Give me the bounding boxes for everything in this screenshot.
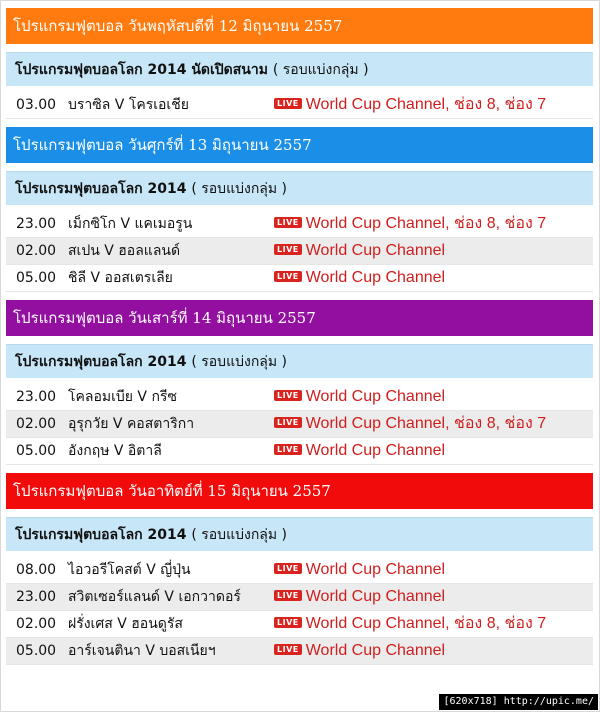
- match-row: [6, 411, 593, 438]
- live-badge-icon: LIVE: [274, 644, 302, 655]
- channel: [274, 557, 445, 583]
- subheader: [6, 171, 593, 205]
- live-badge-icon: LIVE: [274, 271, 302, 282]
- schedule-content: [6, 8, 593, 673]
- channel: [274, 611, 546, 637]
- match-time: 05.00: [16, 443, 57, 459]
- match-row: [6, 438, 593, 465]
- subheader: [6, 52, 593, 86]
- match-row: [6, 265, 593, 292]
- live-badge-icon: LIVE: [274, 217, 302, 228]
- subheader-title: โปรแกรมฟุตบอลโลก 2014 นัดเปิดสนาม: [15, 62, 268, 78]
- channel-text: World Cup Channel: [305, 642, 446, 659]
- channel: [274, 411, 546, 437]
- day-section: [6, 8, 593, 127]
- match-row: [6, 238, 593, 265]
- match-teams: สวิตเซอร์แลนด์ V เอกวาดอร์: [68, 589, 241, 605]
- match-time: 23.00: [16, 389, 57, 405]
- match-time: 03.00: [16, 97, 57, 113]
- day-header: โปรแกรมฟุตบอล วันพฤหัสบดีที่ 12 มิถุนายน 2557: [6, 8, 593, 44]
- channel: [274, 238, 445, 264]
- channel: [274, 384, 445, 410]
- subheader-title: โปรแกรมฟุตบอลโลก 2014: [15, 181, 187, 197]
- channel: [274, 92, 546, 118]
- channel-text: World Cup Channel, ช่อง 8, ช่อง 7: [305, 615, 547, 632]
- live-badge-icon: LIVE: [274, 98, 302, 109]
- live-badge-icon: LIVE: [274, 590, 302, 601]
- match-row: [6, 211, 593, 238]
- channel: [274, 584, 445, 610]
- channel-text: World Cup Channel: [305, 561, 446, 578]
- channel-text: World Cup Channel, ช่อง 8, ช่อง 7: [305, 96, 547, 113]
- live-badge-icon: LIVE: [274, 617, 302, 628]
- match-time: 05.00: [16, 270, 57, 286]
- live-badge-icon: LIVE: [274, 390, 302, 401]
- match-row: [6, 638, 593, 665]
- channel-text: World Cup Channel: [305, 442, 446, 459]
- match-row: [6, 92, 593, 119]
- match-time: 02.00: [16, 616, 57, 632]
- match-teams: อาร์เจนตินา V บอสเนียฯ: [68, 643, 216, 659]
- channel-text: World Cup Channel: [305, 269, 446, 286]
- match-teams: เม็กซิโก V แคเมอรูน: [68, 216, 193, 232]
- match-time: 02.00: [16, 416, 57, 432]
- match-row: [6, 384, 593, 411]
- match-teams: ไอวอรีโคสต์ V ญี่ปุ่น: [68, 562, 191, 578]
- subheader-paren: ( รอบแบ่งกลุ่ม ): [191, 354, 288, 370]
- subheader-title: โปรแกรมฟุตบอลโลก 2014: [15, 354, 187, 370]
- subheader: [6, 344, 593, 378]
- match-teams: อุรุกวัย V คอสตาริกา: [68, 416, 195, 432]
- day-section: [6, 127, 593, 300]
- match-row: [6, 584, 593, 611]
- subheader-paren: ( รอบแบ่งกลุ่ม ): [191, 181, 288, 197]
- day-section: [6, 473, 593, 673]
- live-badge-icon: LIVE: [274, 244, 302, 255]
- channel: [274, 438, 445, 464]
- subheader-title: โปรแกรมฟุตบอลโลก 2014: [15, 527, 187, 543]
- day-header: โปรแกรมฟุตบอล วันศุกร์ที่ 13 มิถุนายน 2557: [6, 127, 593, 163]
- match-list: [6, 551, 593, 673]
- match-teams: สเปน V ฮอลแลนด์: [68, 243, 181, 259]
- match-time: 23.00: [16, 589, 57, 605]
- match-teams: โคลอมเบีย V กรีซ: [68, 389, 177, 405]
- match-teams: บราซิล V โครเอเชีย: [68, 97, 189, 113]
- match-time: 05.00: [16, 643, 57, 659]
- channel: [274, 638, 445, 664]
- match-row: [6, 611, 593, 638]
- match-time: 02.00: [16, 243, 57, 259]
- channel-text: World Cup Channel, ช่อง 8, ช่อง 7: [305, 415, 547, 432]
- match-list: [6, 86, 593, 127]
- day-header: โปรแกรมฟุตบอล วันอาทิตย์ที่ 15 มิถุนายน 2557: [6, 473, 593, 509]
- channel-text: World Cup Channel: [305, 588, 446, 605]
- day-header: โปรแกรมฟุตบอล วันเสาร์ที่ 14 มิถุนายน 2557: [6, 300, 593, 336]
- channel: [274, 211, 546, 237]
- subheader-paren: ( รอบแบ่งกลุ่ม ): [191, 527, 288, 543]
- live-badge-icon: LIVE: [274, 417, 302, 428]
- match-list: [6, 205, 593, 300]
- match-time: 08.00: [16, 562, 57, 578]
- subheader: [6, 517, 593, 551]
- match-teams: ฝรั่งเศส V ฮอนดูรัส: [68, 616, 183, 632]
- channel-text: World Cup Channel, ช่อง 8, ช่อง 7: [305, 215, 547, 232]
- subheader-paren: ( รอบแบ่งกลุ่ม ): [272, 62, 369, 78]
- live-badge-icon: LIVE: [274, 444, 302, 455]
- channel-text: World Cup Channel: [305, 242, 446, 259]
- match-teams: ชิลี V ออสเตรเลีย: [68, 270, 173, 286]
- match-time: 23.00: [16, 216, 57, 232]
- channel-text: World Cup Channel: [305, 388, 446, 405]
- image-host-watermark: [620x718] http://upic.me/: [439, 694, 598, 710]
- live-badge-icon: LIVE: [274, 563, 302, 574]
- channel: [274, 265, 445, 291]
- match-teams: อังกฤษ V อิตาลี: [68, 443, 162, 459]
- match-row: [6, 557, 593, 584]
- day-section: [6, 300, 593, 473]
- match-list: [6, 378, 593, 473]
